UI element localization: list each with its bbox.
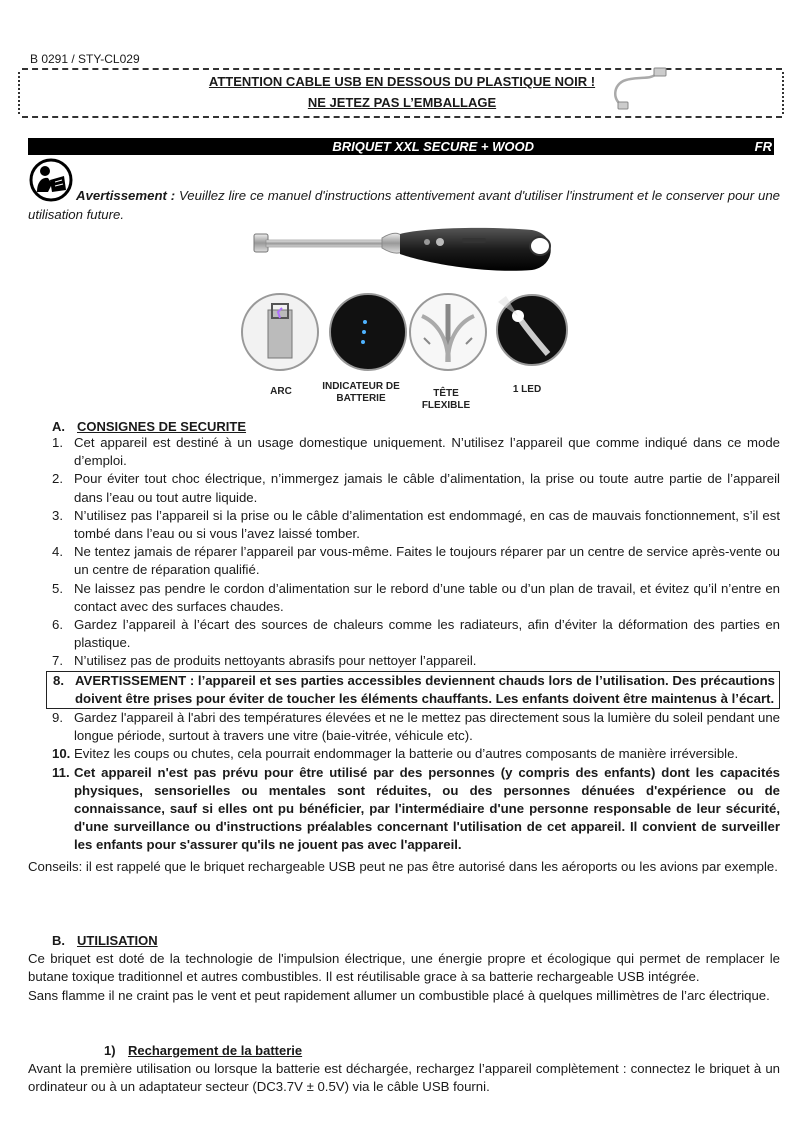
- usage-paragraph-1: Ce briquet est doté de la technologie de l'impulsion électrique, une énergie propre et écologique qui permet de remplacer le butane toxique traditionnel et autres combustibles. Il est réutilisable grace à sa batterie rechargeable USB intégrée.: [28, 951, 780, 985]
- section-a-letter: A.: [52, 419, 65, 434]
- list-item: 7. N’utilisez pas de produits nettoyants abrasifs pour nettoyer l’appareil.: [52, 653, 477, 669]
- recharge-paragraph: Avant la première utilisation ou lorsque la batterie est déchargée, rechargez l’appareil complètement : connectez le briquet à un ordinateur ou à un adaptateur secteur (DC3.7V ± 0.5V) via le câble USB fourni.: [28, 1061, 780, 1095]
- list-item: 1. Cet appareil est destiné à un usage domestique uniquement. N’utilisez l’appareil que comme indiqué dans ce mode d’emploi.: [52, 435, 780, 469]
- safety-list: [52, 434, 780, 855]
- led-icon: [496, 292, 568, 368]
- advice-paragraph: Conseils: il est rappelé que le briquet rechargeable USB peut ne pas être autorisé dans les aéroports ou les avions par exemple.: [28, 859, 778, 874]
- usb-cable-icon: [610, 66, 668, 110]
- list-item: 2. Pour éviter tout choc électrique, n’immergez jamais le câble d’alimentation, la prise ou toute autre partie de l’appareil dans l’eau ou tout autre liquide.: [52, 471, 780, 505]
- warning-label: Avertissement :: [76, 188, 176, 203]
- battery-indicator-label: INDICATEUR DE BATTERIE: [322, 381, 400, 404]
- boxed-warning-item: 8. AVERTISSEMENT : l’appareil et ses parties accessibles deviennent chauds lors de l’utilisation. Des précautions doivent être prises pour éviter de toucher les éléments chauffants. Les enfants doivent être maintenus à l’écart.: [46, 671, 780, 709]
- list-item: 10. Evitez les coups ou chutes, cela pourrait endommager la batterie ou d’autres composants de manière irréversible.: [52, 746, 739, 762]
- warning-line-1: ATTENTION CABLE USB EN DESSOUS DU PLASTIQUE NOIR !: [208, 74, 596, 89]
- flexible-head-icon: [408, 292, 488, 372]
- flexible-head-label: TÊTE FLEXIBLE: [421, 388, 471, 411]
- warning-line-2: NE JETEZ PAS L’EMBALLAGE: [307, 95, 497, 110]
- arc-label: ARC: [270, 386, 292, 397]
- lighter-product-image: [252, 222, 562, 280]
- warning-intro: [28, 186, 780, 224]
- battery-indicator-icon: [328, 292, 408, 372]
- led-label: 1 LED: [512, 384, 542, 395]
- recharge-title: Rechargement de la batterie: [128, 1043, 303, 1058]
- list-item: 6. Gardez l’appareil à l’écart des sources de chaleurs comme les radiateurs, afin d’éviter la déformation des parties en plastique.: [52, 617, 780, 651]
- section-b-title: UTILISATION: [77, 933, 158, 948]
- document-reference: B 0291 / STY-CL029: [30, 52, 140, 66]
- usage-paragraph-2: Sans flamme il ne craint pas le vent et peut rapidement allumer un combustible placé à quelques millimètres de l’arc électrique.: [28, 988, 770, 1003]
- title-bar: [28, 138, 774, 155]
- list-item: 4. Ne tentez jamais de réparer l’appareil par vous-même. Faites le toujours réparer par un centre de service après-vente ou un centre de réparation qualifié.: [52, 544, 780, 578]
- warning-text: Veuillez lire ce manuel d'instructions attentivement avant d'utiliser l'instrument et le conserver pour une utilisation future.: [28, 188, 781, 222]
- recharge-heading: [104, 1042, 302, 1060]
- usb-warning-box: [22, 68, 782, 118]
- list-item: 3. N’utilisez pas l’appareil si la prise ou le câble d’alimentation est endommagé, en cas de mauvais fonctionnement, s’il est tombé dans l’eau ou si vous l’avez laissé tomber.: [52, 507, 780, 542]
- arc-icon: [240, 292, 320, 372]
- section-a-title: CONSIGNES DE SECURITE: [77, 419, 247, 434]
- list-item: 5. Ne laissez pas pendre le cordon d’alimentation sur le rebord d’une table ou d’un plan de travail, et évitez qu’il n’entre en contact avec des surfaces chaudes.: [52, 580, 780, 614]
- section-b-letter: B.: [52, 933, 65, 948]
- recharge-number: 1): [104, 1043, 116, 1058]
- product-title: BRIQUET XXL SECURE + WOOD: [332, 139, 534, 154]
- list-item: 9. Gardez l'appareil à l'abri des températures élevées et ne le mettez pas directement sous la lumière du soleil pendant une longue période, surtout à travers une vitre (baie-vitrée, véhicule etc).: [52, 710, 780, 744]
- language-code: FR: [754, 139, 772, 154]
- section-b-heading: [52, 932, 158, 950]
- list-item: 11. Cet appareil n'est pas prévu pour être utilisé par des personnes (y compris des enfants) dont les capacités physiques, sensorielles ou mentales sont réduites, ou des personnes dénuées d'expérience ou de connaissance, sauf si elles ont pu bénéficier, par l'intermédiaire d'une personne responsable de leur sécurité, d'une surveillance ou d'instructions préalables concernant l'utilisation de cet appareil. Il convient de surveiller les enfants pour s'assurer qu'ils ne jouent pas avec l'appareil.: [52, 764, 780, 853]
